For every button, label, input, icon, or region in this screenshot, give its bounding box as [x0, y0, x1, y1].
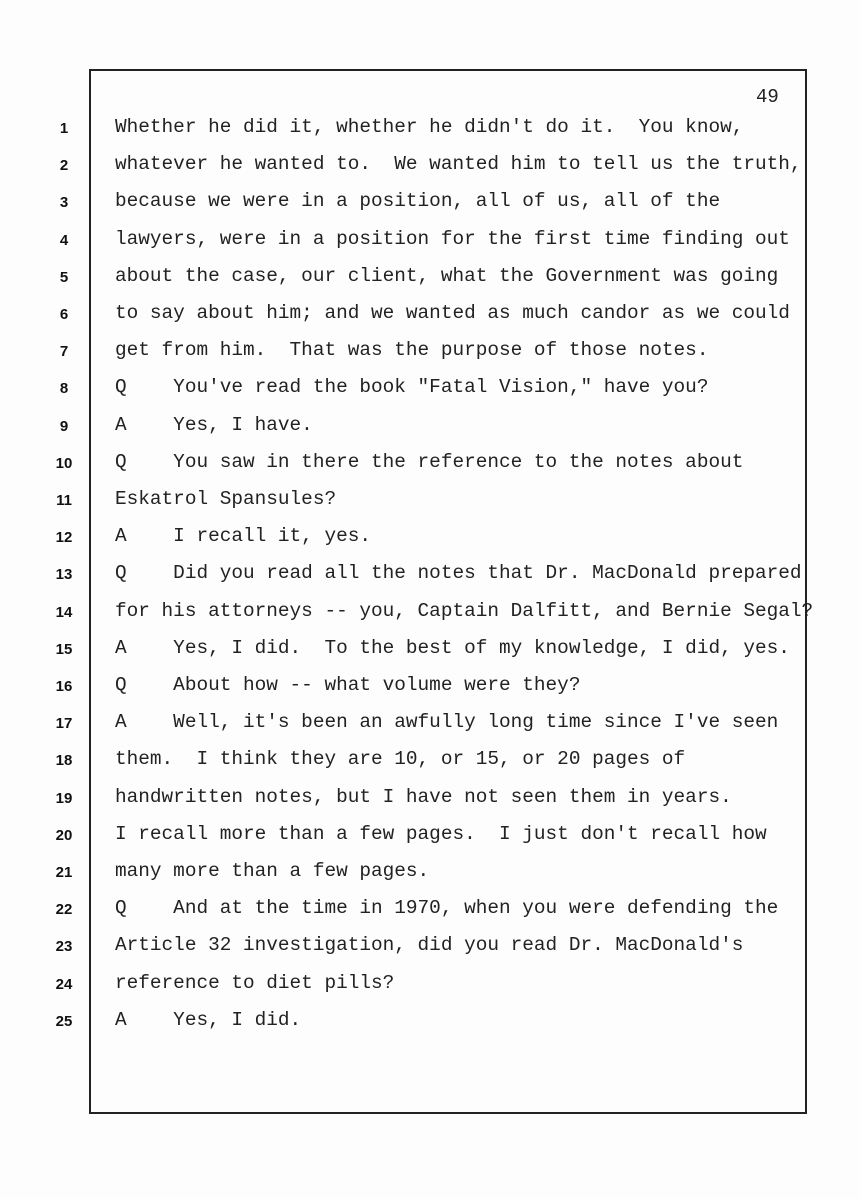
line-text: A Well, it's been an awfully long time since I've seen — [115, 711, 779, 734]
transcript-line — [0, 972, 860, 1009]
line-number: 3 — [59, 194, 69, 212]
line-text: for his attorneys -- you, Captain Dalfitt, and Bernie Segal? — [115, 599, 814, 622]
line-number: 1 — [59, 120, 69, 137]
page-number: 49 — [756, 86, 779, 108]
line-number: 13 — [55, 566, 73, 584]
line-text: whatever he wanted to. We wanted him to tell us the truth, — [115, 153, 802, 176]
transcript-line — [0, 451, 860, 488]
line-number: 21 — [55, 864, 73, 881]
transcript-line — [0, 376, 860, 413]
line-text: Q And at the time in 1970, when you were defending the — [115, 897, 779, 920]
transcript-line — [0, 525, 860, 562]
line-text: reference to diet pills? — [115, 971, 395, 994]
transcript-line — [0, 562, 860, 599]
transcript-line — [0, 153, 860, 190]
line-number: 23 — [55, 938, 73, 956]
line-number: 6 — [59, 306, 69, 323]
line-number: 9 — [59, 417, 69, 435]
line-number: 24 — [55, 975, 73, 993]
transcript-line — [0, 748, 860, 785]
transcript-line — [0, 823, 860, 860]
transcript-line — [0, 1009, 860, 1046]
transcript-line — [0, 600, 860, 637]
line-text: A Yes, I did. To the best of my knowledge, I did, yes. — [115, 636, 790, 659]
transcript-line — [0, 786, 860, 823]
transcript-line — [0, 265, 860, 302]
line-number: 16 — [55, 678, 73, 695]
transcript-line — [0, 711, 860, 748]
line-text: I recall more than a few pages. I just don't recall how — [115, 822, 767, 845]
line-text: handwritten notes, but I have not seen them in years. — [115, 785, 732, 808]
line-text: get from him. That was the purpose of those notes. — [115, 339, 709, 362]
line-number: 8 — [59, 380, 69, 398]
line-number: 17 — [55, 715, 73, 733]
transcript-line — [0, 339, 860, 376]
line-number: 15 — [55, 640, 73, 658]
line-text: them. I think they are 10, or 15, or 20 pages of — [115, 748, 686, 771]
line-text: lawyers, were in a position for the first time finding out — [115, 227, 790, 250]
line-number: 25 — [55, 1012, 73, 1030]
line-text: to say about him; and we wanted as much candor as we could — [115, 302, 790, 324]
transcript-line — [0, 488, 860, 525]
line-number: 7 — [59, 343, 69, 361]
line-text: because we were in a position, all of us, all of the — [115, 190, 721, 213]
line-number: 20 — [55, 826, 73, 844]
line-text: Eskatrol Spansules? — [115, 488, 337, 510]
transcript-line — [0, 934, 860, 971]
transcript-line — [0, 228, 860, 265]
line-text: Q You've read the book "Fatal Vision," have you? — [115, 376, 709, 399]
transcript-line — [0, 414, 860, 451]
line-text: about the case, our client, what the Government was going — [115, 264, 779, 287]
line-text: Article 32 investigation, did you read Dr. MacDonald's — [115, 934, 744, 957]
line-text: A Yes, I did. — [115, 1008, 302, 1031]
line-number: 5 — [59, 268, 69, 286]
transcript-line — [0, 302, 860, 339]
transcript-line — [0, 860, 860, 897]
transcript-line — [0, 116, 860, 153]
line-text: Q Did you read all the notes that Dr. MacDonald prepared — [115, 562, 802, 585]
line-number: 2 — [59, 157, 69, 175]
line-text: Q About how -- what volume were they? — [115, 674, 581, 696]
line-text: A I recall it, yes. — [115, 525, 371, 548]
line-number: 12 — [55, 529, 73, 547]
line-number: 19 — [55, 789, 73, 807]
transcript-line — [0, 637, 860, 674]
line-number: 22 — [55, 901, 73, 919]
line-number: 10 — [55, 454, 73, 472]
line-text: A Yes, I have. — [115, 413, 313, 436]
line-number: 18 — [55, 752, 73, 770]
line-number: 14 — [55, 603, 73, 621]
line-text: Q You saw in there the reference to the notes about — [115, 450, 744, 473]
transcript-line — [0, 674, 860, 711]
line-text: Whether he did it, whether he didn't do it. You know, — [115, 116, 744, 138]
line-number: 4 — [59, 231, 69, 249]
transcript-line — [0, 190, 860, 227]
line-text: many more than a few pages. — [115, 860, 430, 882]
line-number: 11 — [56, 492, 72, 509]
transcript-line — [0, 897, 860, 934]
